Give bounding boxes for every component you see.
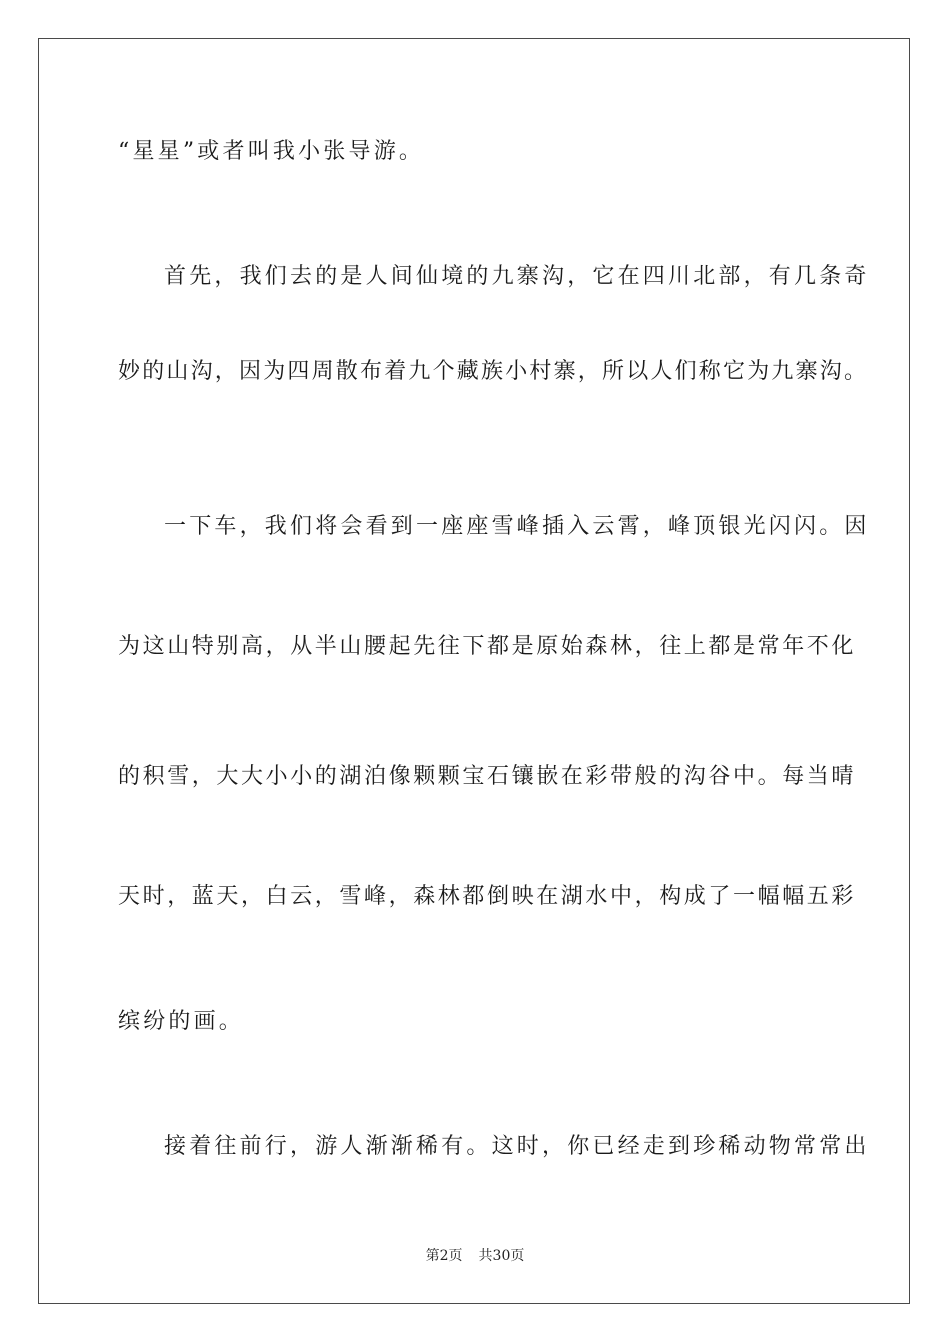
text-line-4: 一下车，我们将会看到一座座雪峰插入云霄，峰顶银光闪闪。因: [164, 514, 870, 539]
page-total: 共30页: [478, 1248, 525, 1264]
text-line-2: 首先，我们去的是人间仙境的九寨沟，它在四川北部，有几条奇: [164, 264, 870, 289]
text-line-6: 的积雪，大大小小的湖泊像颗颗宝石镶嵌在彩带般的沟谷中。每当晴: [118, 764, 857, 789]
text-line-9: 接着往前行，游人渐渐稀有。这时，你已经走到珍稀动物常常出: [164, 1134, 870, 1159]
page-number: 第2页: [425, 1248, 463, 1264]
text-line-1: “星星”或者叫我小张导游。: [118, 139, 425, 164]
page-footer: [0, 1247, 950, 1265]
text-line-8: 缤纷的画。: [118, 1009, 245, 1034]
text-line-3: 妙的山沟，因为四周散布着九个藏族小村寨，所以人们称它为九寨沟。: [118, 359, 869, 384]
page-border: [38, 38, 910, 1304]
text-line-5: 为这山特别高，从半山腰起先往下都是原始森林，往上都是常年不化: [118, 634, 857, 659]
text-line-7: 天时，蓝天，白云，雪峰，森林都倒映在湖水中，构成了一幅幅五彩: [118, 884, 857, 909]
